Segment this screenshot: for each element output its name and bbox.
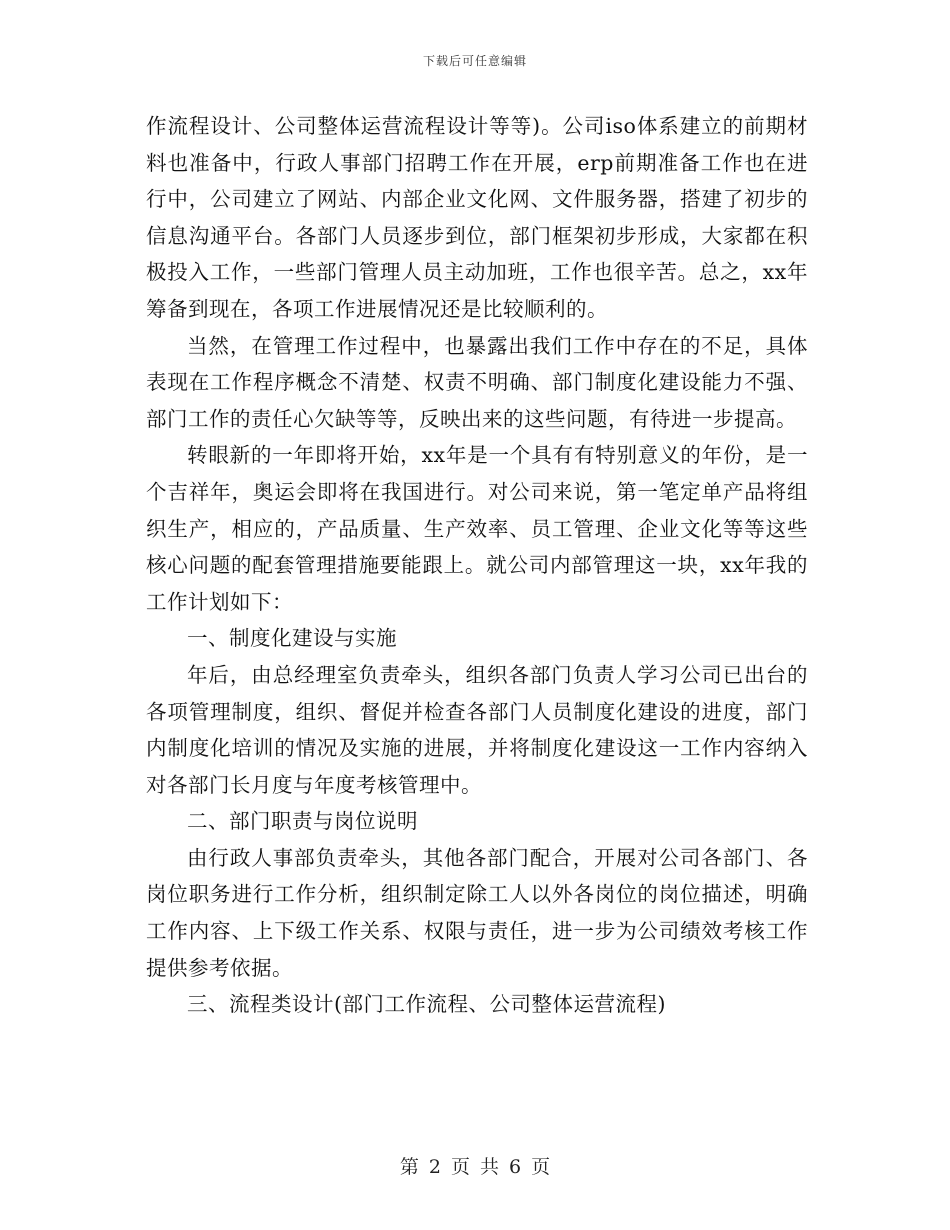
page-header: 下载后可任意编辑 [422, 54, 527, 68]
section-heading-3: 三、流程类设计(部门工作流程、公司整体运营流程) [187, 992, 666, 1017]
paragraph-continued: 作流程设计、公司整体运营流程设计等等)。公司iso体系建立的前期材料也准备中，行政人事部门招聘工作在开展，erp前期准备工作也在进行中，公司建立了网站、内部企业文化网、文件服务器，搭建了初步的信息沟通平台。各部门人员逐步到位，部门框架初步形成，大家都在积极投入工作，一些部门管理人员主动加班，工作也很辛苦。总之，xx年筹备到现在，各项工作进展情况还是比较顺利的。 [146, 114, 808, 321]
paragraph-shortcomings: 当然，在管理工作过程中，也暴露出我们工作中存在的不足，具体表现在工作程序概念不清楚、权责不明确、部门制度化建设能力不强、部门工作的责任心欠缺等等，反映出来的这些问题，有待进一步提高。 [146, 333, 808, 431]
page-number-footer: 第 2 页 共 6 页 [399, 1156, 551, 1178]
document-body [146, 108, 808, 1023]
section-heading-2: 二、部门职责与岗位说明 [187, 809, 418, 834]
paragraph-new-year-plan: 转眼新的一年即将开始，xx年是一个具有有特别意义的年份，是一个吉祥年，奥运会即将在我国进行。对公司来说，第一笔定单产品将组织生产，相应的，产品质量、生产效率、员工管理、企业文化等等这些核心问题的配套管理措施要能跟上。就公司内部管理这一块，xx年我的工作计划如下： [146, 443, 808, 614]
paragraph-section-1: 年后，由总经理室负责牵头，组织各部门负责人学习公司已出台的各项管理制度，组织、督促并检查各部门人员制度化建设的进度，部门内制度化培训的情况及实施的进展，并将制度化建设这一工作内容纳入对各部门长月度与年度考核管理中。 [146, 662, 808, 797]
paragraph-section-2: 由行政人事部负责牵头，其他各部门配合，开展对公司各部门、各岗位职务进行工作分析，组织制定除工人以外各岗位的岗位描述，明确工作内容、上下级工作关系、权限与责任，进一步为公司绩效考核工作提供参考依据。 [146, 845, 808, 980]
section-heading-1: 一、制度化建设与实施 [187, 626, 397, 651]
